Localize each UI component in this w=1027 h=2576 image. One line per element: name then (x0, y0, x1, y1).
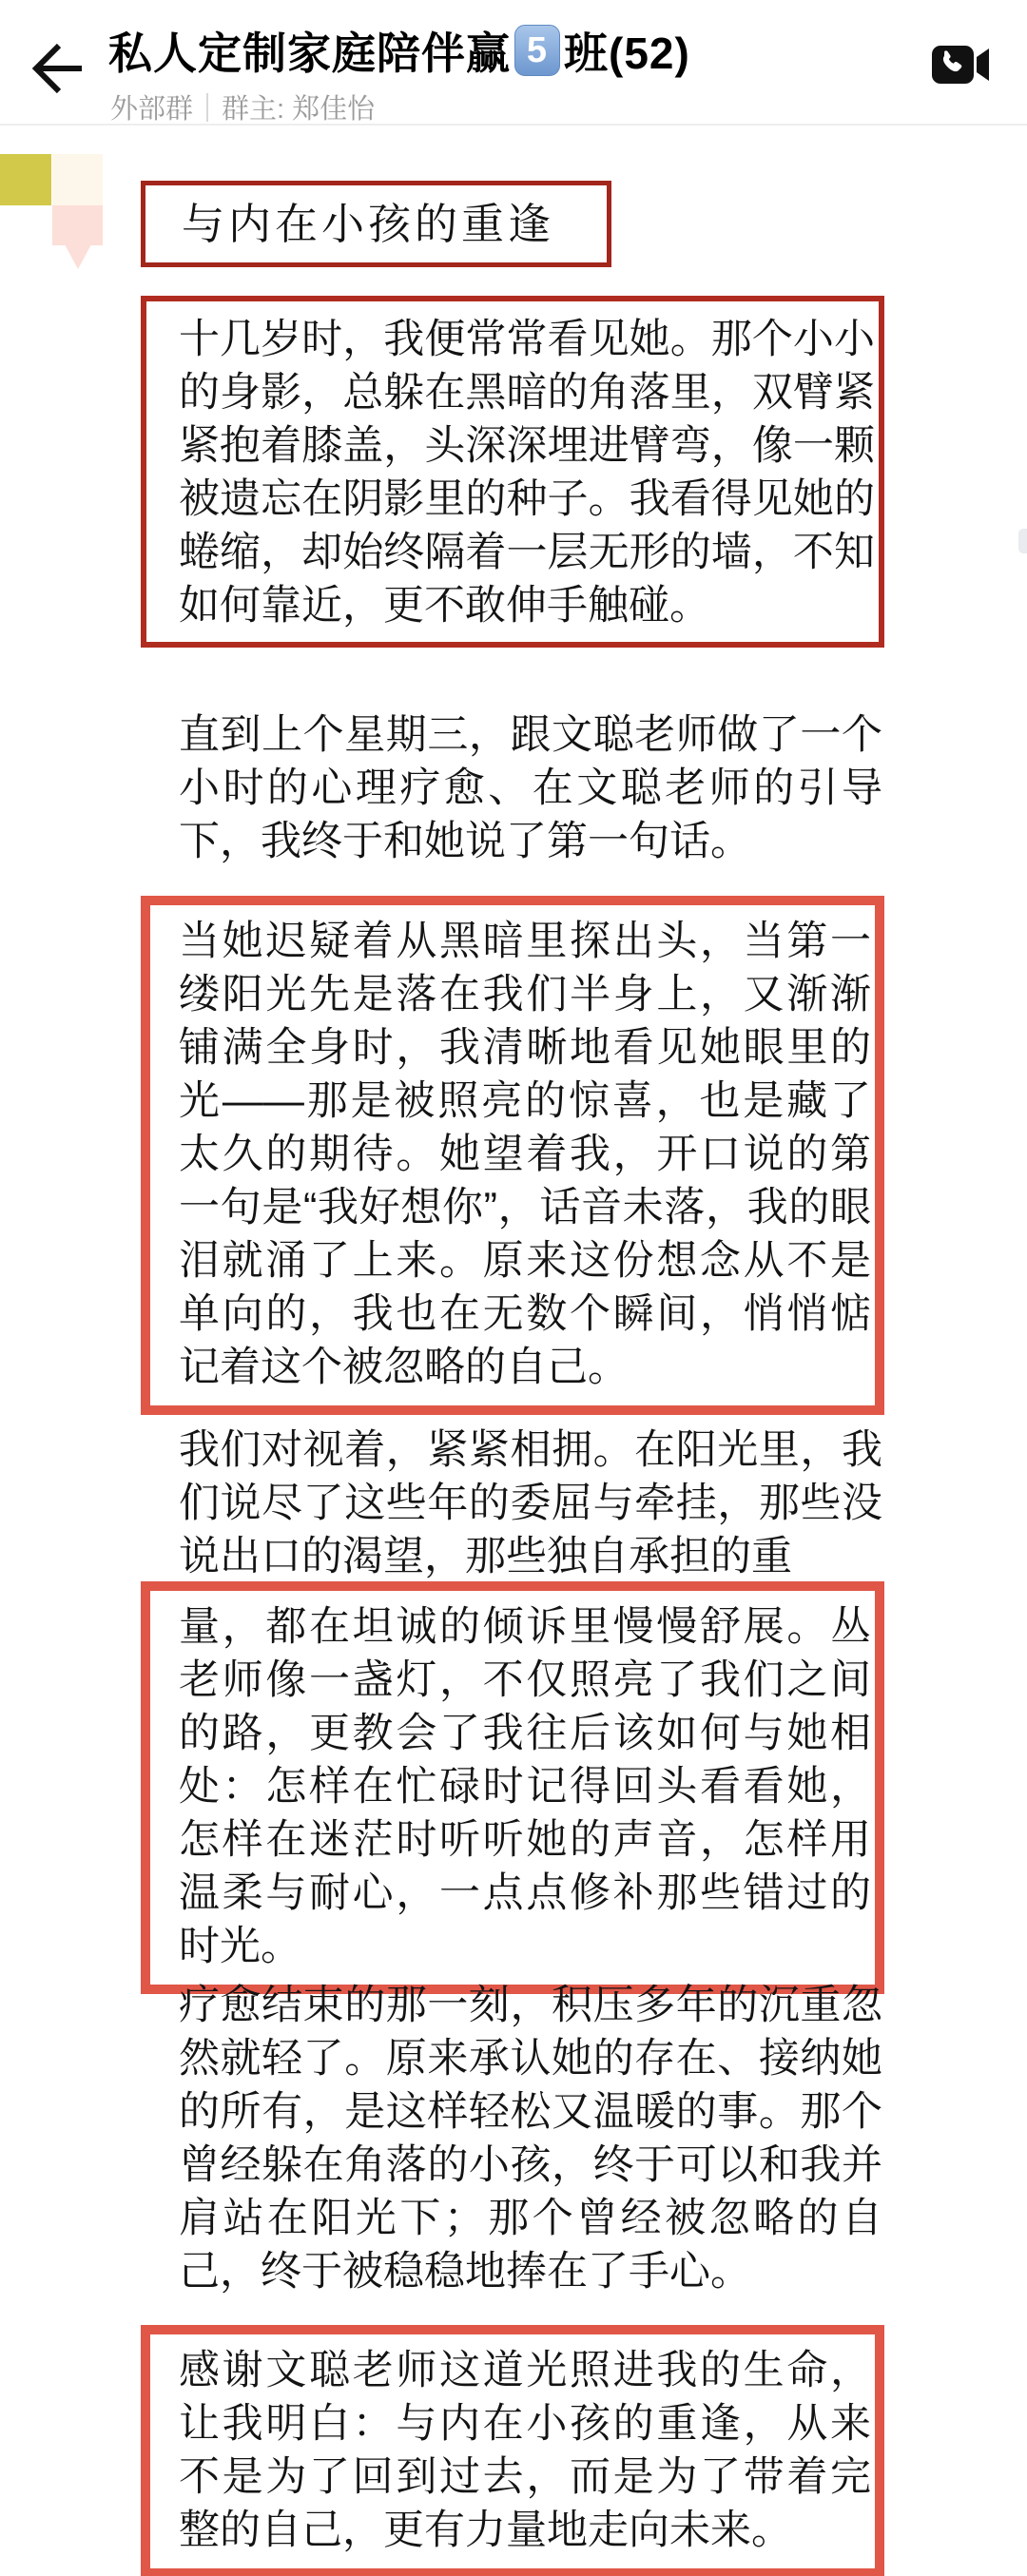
group-title (108, 21, 690, 80)
group-subtitle (110, 87, 375, 126)
bubble-tail-pink (52, 205, 103, 245)
highlight-box-paragraph-4 (141, 1581, 884, 1994)
highlight-box-paragraph-3 (141, 896, 884, 1415)
paragraph-4b-text: 量，都在坦诚的倾诉里慢慢舒展。丛老师像一盏灯，不仅照亮了我们之间的路，更教会了我往后该如何与她相处：怎样在忙碌时记得回头看看她，怎样在迷茫时听听她的声音，怎样用温柔与耐心，一点点修补那些错过的时光。 (179, 1604, 871, 1969)
message-title-text: 与内在小孩的重逢 (182, 199, 555, 248)
paragraph-6-text: 感谢文聪老师这道光照进我的生命，让我明白：与内在小孩的重逢，从来不是为了回到过去，而是为了带着完整的自己，更有力量地走向未来。 (179, 2348, 871, 2553)
back-arrow-icon (27, 85, 87, 101)
paragraph-4a-text: 我们对视着，紧紧相拥。在阳光里，我们说尽了这些年的委屈与牵挂，那些没说出口的渴望，那些独自承担的重 (179, 1427, 882, 1579)
group-title-suffix: 班(52) (564, 29, 690, 78)
paragraph-5-text: 疗愈结束的那一刻，积压多年的沉重忽然就轻了。原来承认她的存在、接纳她的所有，是这样轻松又温暖的事。那个曾经躲在角落的小孩，终于可以和我并肩站在阳光下；那个曾经被忽略的自己，终于被稳稳地捧在了手心。 (179, 1983, 882, 2295)
back-button[interactable] (27, 40, 87, 97)
sender-avatar[interactable] (0, 154, 51, 205)
sticker-fragment-cream (52, 154, 103, 205)
bubble-tail-pink-point (65, 244, 91, 269)
chat-header (0, 0, 1027, 126)
highlight-box-paragraph-1 (141, 296, 884, 648)
highlight-box-title (141, 181, 611, 267)
paragraph-5 (179, 1979, 882, 2298)
group-type-label: 外部群 (110, 94, 194, 125)
group-owner-label: 群主: 郑佳怡 (222, 94, 376, 125)
paragraph-2 (179, 708, 882, 868)
paragraph-4-unboxed-part (179, 1424, 882, 1583)
paragraph-1-text: 十几岁时，我便常常看见她。那个小小的身影，总躲在黑暗的角落里，双臂紧紧抱着膝盖，头深深埋进臂弯，像一颗被遗忘在阴影里的种子。我看得见她的蜷缩，却始终隔着一层无形的墙，不知如何靠近，更不敢伸手触碰。 (179, 317, 875, 629)
paragraph-2-text: 直到上个星期三，跟文聪老师做了一个小时的心理疗愈、在文聪老师的引导下，我终于和她说了第一句话。 (179, 712, 882, 864)
paragraph-3-text: 当她迟疑着从黑暗里探出头，当第一缕阳光先是落在我们半身上，又渐渐铺满全身时，我清晰地看见她眼里的光——那是被照亮的惊喜，也是藏了太久的期待。她望着我，开口说的第一句是“我好想你”，话音未落，我的眼泪就涌了上来。原来这份想念从不是单向的，我也在无数个瞬间，悄悄惦记着这个被忽略的自己。 (179, 919, 871, 1390)
group-title-prefix: 私人定制家庭陪伴赢 (108, 29, 511, 78)
video-call-button[interactable] (932, 44, 991, 86)
scrollbar-thumb[interactable] (1018, 529, 1027, 553)
subtitle-divider (206, 93, 208, 122)
highlight-box-paragraph-6 (141, 2325, 884, 2576)
keycap-5-emoji: 5 (514, 25, 560, 76)
video-call-icon (932, 73, 991, 89)
